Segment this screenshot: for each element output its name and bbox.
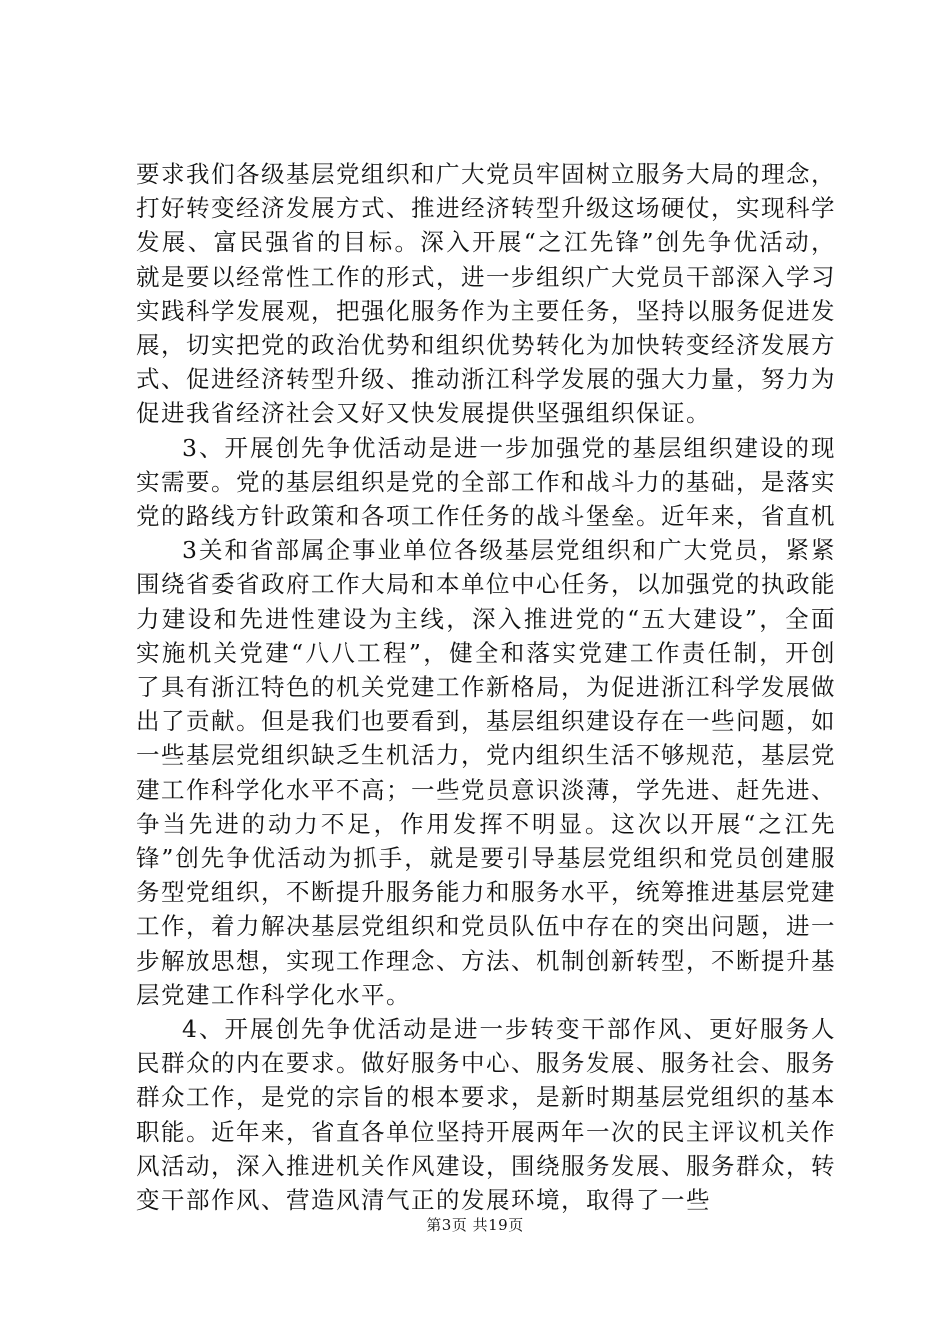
paragraph-3: 3关和省部属企事业单位各级基层党组织和广大党员，紧紧围绕省委省政府工作大局和本单位中心任务，以加强党的执政能力建设和先进性建设为主线，深入推进党的“五大建设”，全面实施机关党建“八八工程”，健全和落实党建工作责任制，开创了具有浙江特色的机关党建工作新格局，为促进浙江科学发展做出了贡献。但是我们也要看到，基层组织建设存在一些问题，如一些基层党组织缺乏生机活力，党内组织生活不够规范，基层党建工作科学化水平不高；一些党员意识淡薄，学先进、赶先进、争当先进的动力不足，作用发挥不明显。这次以开展“之江先锋”创先争优活动为抓手，就是要引导基层党组织和党员创建服务型党组织，不断提升服务能力和服务水平，统筹推进基层党建工作，着力解决基层党组织和党员队伍中存在的突出问题，进一步解放思想，实现工作理念、方法、机制创新转型，不断提升基层党建工作科学化水平。: [136, 536, 836, 1009]
paragraph-1: 要求我们各级基层党组织和广大党员牢固树立服务大局的理念，打好转变经济发展方式、推进经济转型升级这场硬仗，实现科学发展、富民强省的目标。深入开展“之江先锋”创先争优活动，就是要以经常性工作的形式，进一步组织广大党员干部深入学习实践科学发展观，把强化服务作为主要任务，坚持以服务促进发展，切实把党的政治优势和组织优势转化为加快转变经济发展方式、促进经济转型升级、推动浙江科学发展的强大力量，努力为促进我省经济社会又好又快发展提供坚强组织保证。: [136, 160, 836, 428]
paragraph-2: 3、开展创先争优活动是进一步加强党的基层组织建设的现实需要。党的基层组织是党的全部工作和战斗力的基础，是落实党的路线方针政策和各项工作任务的战斗堡垒。近年来，省直机: [136, 433, 836, 531]
paragraph-4: 4、开展创先争优活动是进一步转变干部作风、更好服务人民群众的内在要求。做好服务中心、服务发展、服务社会、服务群众工作，是党的宗旨的根本要求，是新时期基层党组织的基本职能。近年来，省直各单位坚持开展两年一次的民主评议机关作风活动，深入推进机关作风建设，围绕服务发展、服务群众，转变干部作风、营造风清气正的发展环境，取得了一些: [136, 1015, 836, 1215]
page-number-footer: 第3页 共19页: [426, 1216, 524, 1234]
document-body: [136, 157, 836, 1217]
